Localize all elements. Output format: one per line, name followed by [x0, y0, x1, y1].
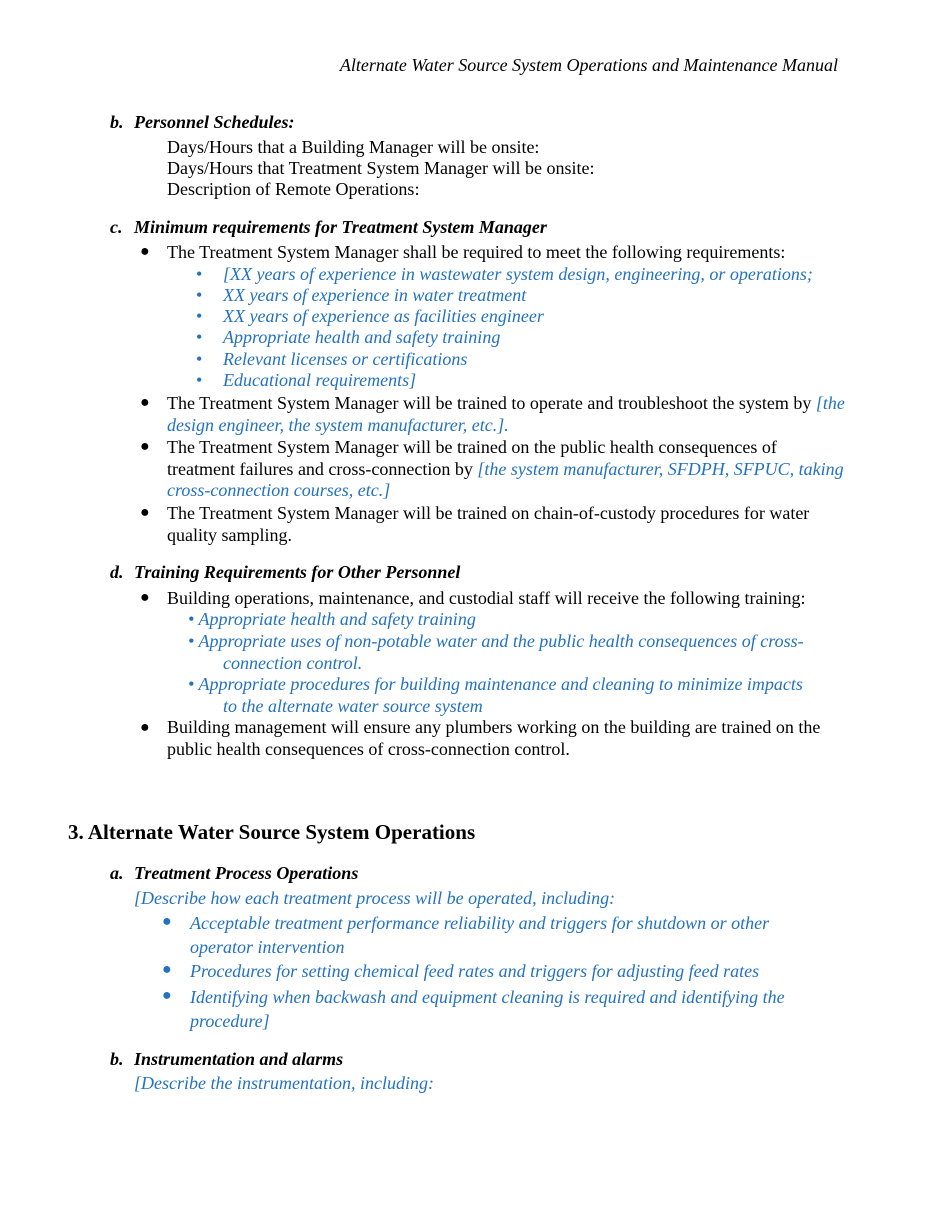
bullet-icon: ● [140, 719, 150, 736]
list-item: The Treatment System Manager shall be required to meet the following requirements: [167, 242, 786, 262]
section-letter: b. [110, 1049, 124, 1069]
section-title: Instrumentation and alarms [134, 1049, 344, 1069]
bullet-icon: ● [140, 438, 150, 455]
intro-text: [Describe the instrumentation, including: [134, 1073, 434, 1093]
bullet-icon: • [196, 327, 203, 347]
bullet-icon: • [196, 306, 203, 326]
section-letter: a. [110, 863, 124, 883]
section-letter: d. [110, 562, 124, 582]
treatment-process-operations-heading [110, 863, 358, 884]
section-title: Training Requirements for Other Personnel [134, 562, 461, 582]
bullet-icon: ● [140, 243, 150, 260]
bullet-icon: ● [162, 961, 172, 978]
item-text: The Treatment System Manager will be trained to operate and troubleshoot the system by [167, 393, 812, 413]
training-text-continued: to the alternate water source system [223, 695, 483, 716]
personnel-schedules-heading [110, 112, 295, 133]
bullet-icon: • [196, 349, 203, 369]
process-item: Procedures for setting chemical feed rates and triggers for adjusting feed rates [190, 961, 760, 981]
training-text: Appropriate procedures for building maintenance and cleaning to minimize impacts [198, 674, 803, 694]
schedule-line: Days/Hours that a Building Manager will be onsite: [167, 137, 540, 157]
intro-text: [Describe how each treatment process will be operated, including: [134, 888, 616, 908]
list-item [167, 437, 847, 502]
item-text: The Treatment System Manager will be trained on the public health consequences of treatment failures and cross-connection by [167, 437, 777, 479]
section-3-title: 3. Alternate Water Source System Operations [68, 820, 476, 844]
bullet-icon: • [196, 370, 203, 390]
item-placeholder-text: [the design engineer, the system manufacturer, etc.]. [167, 393, 845, 435]
page-header: Alternate Water Source System Operations and Maintenance Manual [339, 55, 838, 75]
section-title: Minimum requirements for Treatment System Manager [134, 217, 547, 237]
bullet-icon: • [188, 631, 195, 651]
process-item: Acceptable treatment performance reliability and triggers for shutdown or other operator intervention [190, 913, 770, 957]
requirement-item: XX years of experience as facilities engineer [223, 306, 544, 326]
bullet-icon: ● [162, 913, 172, 930]
section-letter: b. [110, 112, 124, 132]
list-item: Building management will ensure any plumbers working on the building are trained on the public health consequences of cross-connection control. [167, 717, 821, 759]
process-item: Identifying when backwash and equipment cleaning is required and identifying the procedure] [190, 987, 785, 1031]
list-item [167, 393, 847, 436]
training-text-continued: connection control. [223, 652, 363, 673]
bullet-icon: • [188, 609, 195, 629]
training-item [188, 674, 848, 717]
instrumentation-alarms-heading [110, 1049, 343, 1070]
requirement-item: [XX years of experience in wastewater system design, engineering, or operations; [223, 264, 813, 284]
training-item [188, 609, 848, 631]
bullet-icon: • [196, 285, 203, 305]
bullet-icon: ● [140, 589, 150, 606]
bullet-icon: ● [162, 987, 172, 1004]
requirement-item: Relevant licenses or certifications [223, 349, 468, 369]
schedule-line: Days/Hours that Treatment System Manager will be onsite: [167, 158, 595, 178]
item-placeholder-text: [the system manufacturer, SFDPH, SFPUC, taking cross-connection courses, etc.] [167, 458, 844, 500]
section-title: Personnel Schedules: [134, 112, 295, 132]
list-item: The Treatment System Manager will be trained on chain-of-custody procedures for water quality sampling. [167, 503, 810, 545]
treatment-manager-requirements-heading [110, 217, 547, 238]
section-letter: c. [110, 217, 123, 237]
requirement-item: Appropriate health and safety training [223, 327, 501, 347]
bullet-icon: ● [140, 394, 150, 411]
other-personnel-training-heading [110, 562, 460, 583]
bullet-icon: ● [140, 504, 150, 521]
schedule-line: Description of Remote Operations: [167, 179, 420, 199]
bullet-icon: • [188, 674, 195, 694]
training-item [188, 631, 848, 674]
section-title: Treatment Process Operations [134, 863, 359, 883]
list-item: Building operations, maintenance, and custodial staff will receive the following training: [167, 588, 806, 608]
requirement-item: Educational requirements] [223, 370, 417, 390]
requirement-item: XX years of experience in water treatment [223, 285, 527, 305]
training-text: Appropriate health and safety training [198, 609, 476, 629]
training-text: Appropriate uses of non-potable water and the public health consequences of cross- [198, 631, 804, 651]
bullet-icon: • [196, 264, 203, 284]
